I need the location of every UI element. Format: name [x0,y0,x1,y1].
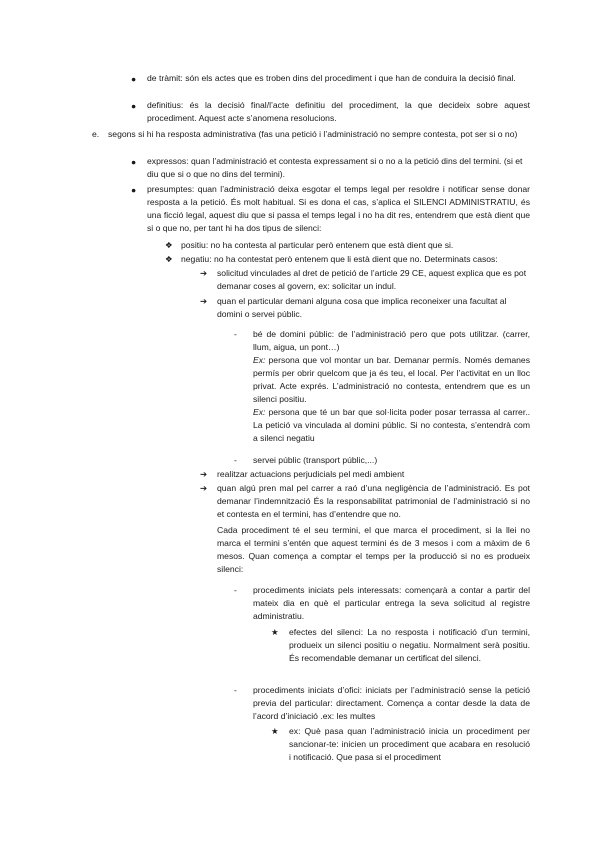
arrow-marker: ➔ [200,469,208,479]
bullet-marker: ● [131,185,137,195]
bullet-marker: ● [131,101,137,111]
bullet-marker: ● [131,157,137,167]
list-item-solicitud: solicitud vinculades al dret de petició de l’article 29 CE, aquest explica que es pot demanar coses al govern, ex: solicitar un indul. [217,268,527,291]
list-item-negligencia: quan algú pren mal pel carrer a raó d’una negligència de l’administració. Es pot demanar l’indemnització És la responsabilitat patrimonial de l’administració si no et contesta en el termini, has d’entendre que no. [217,483,530,519]
paragraph-termini: Cada procediment té el seu termini, el que marca el procediment, si la llei no marca el termini s’entén que aquest termini és de 3 mesos i com a màxim de 6 mesos. Quan comença a comptar el temps per la producció si no es produeix silenci: [217,525,530,574]
list-item-expressos: expressos: quan l’administració et contesta expressament si o no a la petició dins del termini. (si et diu que si o que no dins del termini). [147,156,523,179]
list-item-positiu: positiu: no ha contesta al particular però entenem que està dient que si. [181,240,454,250]
diamond-marker: ❖ [165,240,173,250]
list-item-servei-public: servei públic (transport públic,...) [253,455,378,465]
dash-marker: - [234,685,237,695]
example-label: Ex: [253,407,266,417]
list-item-presumptes: presumptes: quan l’administració deixa esgotar el temps legal per resoldre i notificar sense donar resposta a la petició. És molt habitual. Si es dona el cas, s’aplica el SILENCI ADMINISTRATIU, és una ficció legal, aquest diu que si passa el temps legal i no ha dit res, entendrem que està dient que si o que no, per tant hi ha dos tipus de silenci: [147,184,530,233]
dash-marker: - [234,329,237,339]
list-item-medi-ambient: realitzar actuacions perjudicials pel medi ambient [217,469,405,479]
list-item-sancionar: ex: Què pasa quan l’administració inicia un procediment per sancionar-te: inicien un procediment que acabara en resolució i notificació. Que pasa si el procediment [289,726,530,762]
list-item-efectes-silenci: efectes del silenci: La no resposta i notificació d’un termini, produeix un silenci positiu o negatiu. Normalment serà positiu. És recomendable demanar un certificat del silenci. [289,627,530,663]
dash-marker: - [234,585,237,595]
arrow-marker: ➔ [200,268,208,278]
arrow-marker: ➔ [200,296,208,306]
example-terrassa-text: persona que té un bar que sol·licita poder posar terrassa al carrer.. La petició va vinculada al domini públic. Si no contesta, s’entendrà com a silenci negatiu [253,407,530,443]
section-e-text: segons si hi ha resposta administrativa (fas una petició i l’administració no sempre contesta, pot ser si o no) [108,129,518,139]
example-bar-text: persona que vol montar un bar. Demanar permís. Només demanes permís per obrir quelcom que ja és teu, el local. Per l’activitat en un lloc privat. Acte exprés. L’administració no contesta, entendrem que es un silenci positiu. [253,355,530,404]
list-item-de-tramit: de tràmit: són els actes que es troben dins del procediment i que han de conduira la decisió final. [147,73,516,83]
list-letter-e: e. [92,129,100,139]
diamond-marker: ❖ [165,254,173,264]
domini-public-text: bé de domini públic: de l’administració pero que pots utilitzar. (carrer, llum, aigua, un pont…) [253,329,530,352]
dash-marker: - [234,455,237,465]
example-terrassa [253,406,530,445]
list-item-definitius: definitius: és la decisió final/l’acte definitiu del procediment, la que decideix sobre aquest procediment. Aquest acte s’anomena resolucions. [147,100,530,123]
star-marker: ★ [271,726,279,736]
star-marker: ★ [271,627,279,637]
example-label: Ex: [253,355,266,365]
list-item-facultat: quan el particular demani alguna cosa que implica reconeixer una facultat al domini o servei públic. [217,296,507,319]
bullet-marker: ● [131,74,137,84]
list-item-negatiu: negatiu: no ha contestat però entenem que li està dient que no. Determinats casos: [181,254,498,264]
list-item-domini-public [253,328,530,445]
arrow-marker: ➔ [200,483,208,493]
list-item-interessats: procediments iniciats pels interessats: començarà a contar a partir del mateix dia en què el particular entrega la seva solicitud al registre administratiu. [253,585,530,621]
example-bar [253,354,530,406]
list-item-ofici: procediments iniciats d’ofici: iniciats per l’administració sense la petició previa del particular: directament. Comença a contar desde la data de l’acord d’iniciació .ex: les multes [253,685,530,721]
